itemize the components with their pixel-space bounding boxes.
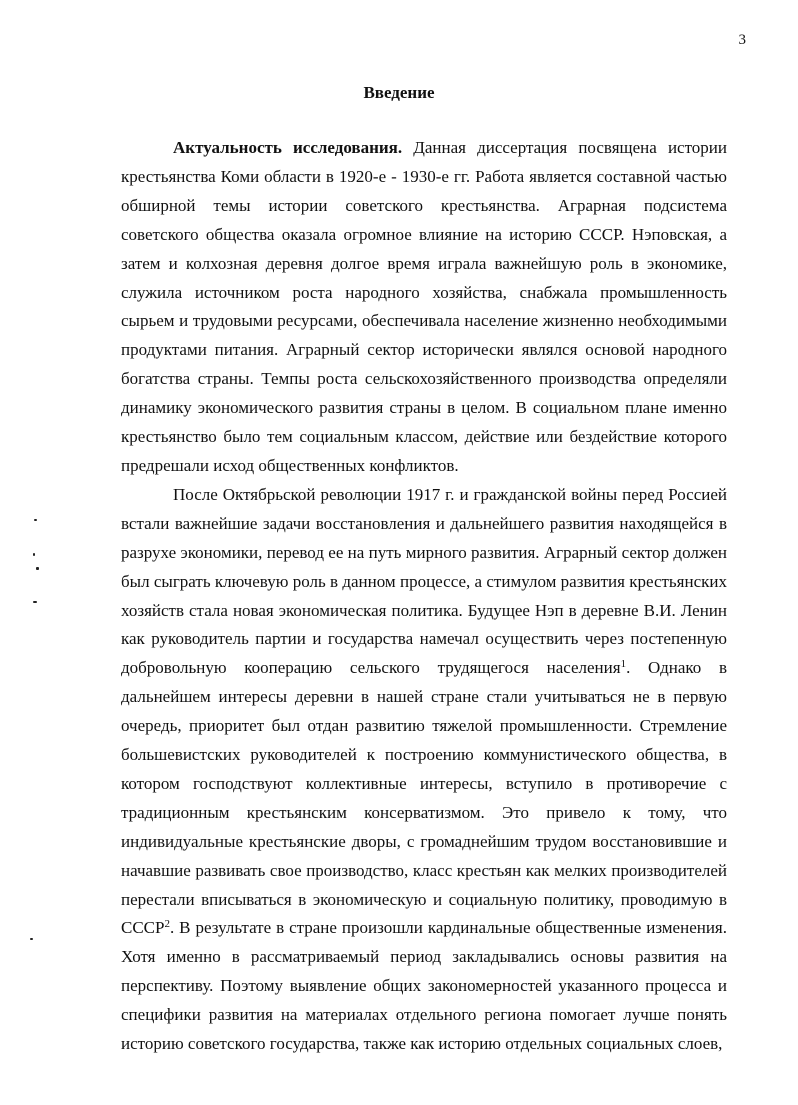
scan-speck <box>33 601 37 603</box>
scan-speck <box>30 938 33 940</box>
paragraph-relevance <box>121 134 727 481</box>
scan-speck <box>33 553 35 556</box>
scan-speck <box>34 519 37 521</box>
paragraph-text: . Однако в дальнейшем интересы деревни в нашей стране стали учитываться не в первую очередь, приоритет был отдан развитию тяжелой промышленности. Стремление большевистских руководителей к построению коммунистического общества, в котором господствуют коллективные интересы, вступило в противоречие с традиционным крестьянским консерватизмом. Это привело к тому, что индивидуальные крестьянские дворы, с громаднейшим трудом восстановившие и начавшие развивать свое производство, класс крестьян как мелких производителей перестали вписываться в экономическую и социальную политику, проводимую в СССР <box>121 658 727 938</box>
paragraph-text: Данная диссертация посвящена истории крестьянства Коми области в 1920-е - 1930-е гг. Работа является составной частью обширной темы истории советского крестьянства. Аграрная подсистема советского общества оказала огромное влияние на историю СССР. Нэповская, а затем и колхозная деревня долгое время играла важнейшую роль в экономике, служила источником роста народного хозяйства, снабжала промышленность сырьем и трудовыми ресурсами, обеспечивала население жизненно необходимыми продуктами питания. Аграрный сектор исторически являлся основой народного богатства страны. Темпы роста сельскохозяйственного производства определяли динамику экономического развития страны в целом. В социальном плане именно крестьянство было тем социальным классом, действие или бездействие которого предрешали исход общественных конфликтов. <box>121 138 727 475</box>
footnote-ref-2[interactable]: 2 <box>164 918 170 931</box>
scan-speck <box>36 567 39 570</box>
body-text <box>121 134 727 1059</box>
paragraph-text: После Октябрьской революции 1917 г. и гражданской войны перед Россией встали важнейшие задачи восстановления и дальнейшего развития находящейся в разрухе экономики, перевод ее на путь мирного развития. Аграрный сектор должен был сыграть ключевую роль в данном процессе, а стимулом развития крестьянских хозяйств стала новая экономическая политика. Будущее Нэп в деревне В.И. Ленин как руководитель партии и государства намечал осуществить через постепенную добровольную кооперацию сельского трудящегося населения <box>121 484 727 678</box>
section-heading: Введение <box>363 83 435 102</box>
page-number: 3 <box>738 32 746 48</box>
paragraph-text: . В результате в стране произошли кардинальные общественные изменения. Хотя именно в рассматриваемый период закладывались основы развития на перспективу. Поэтому выявление общих закономерностей указанного процесса и специфики развития на материалах отдельного региона помогает лучше понять историю советского государства, также как историю отдельных социальных слоев, <box>121 918 727 1054</box>
footnote-ref-1[interactable]: 1 <box>620 658 627 671</box>
paragraph-nep <box>121 481 727 1059</box>
paragraph-lead: Актуальность исследования. <box>173 138 403 157</box>
